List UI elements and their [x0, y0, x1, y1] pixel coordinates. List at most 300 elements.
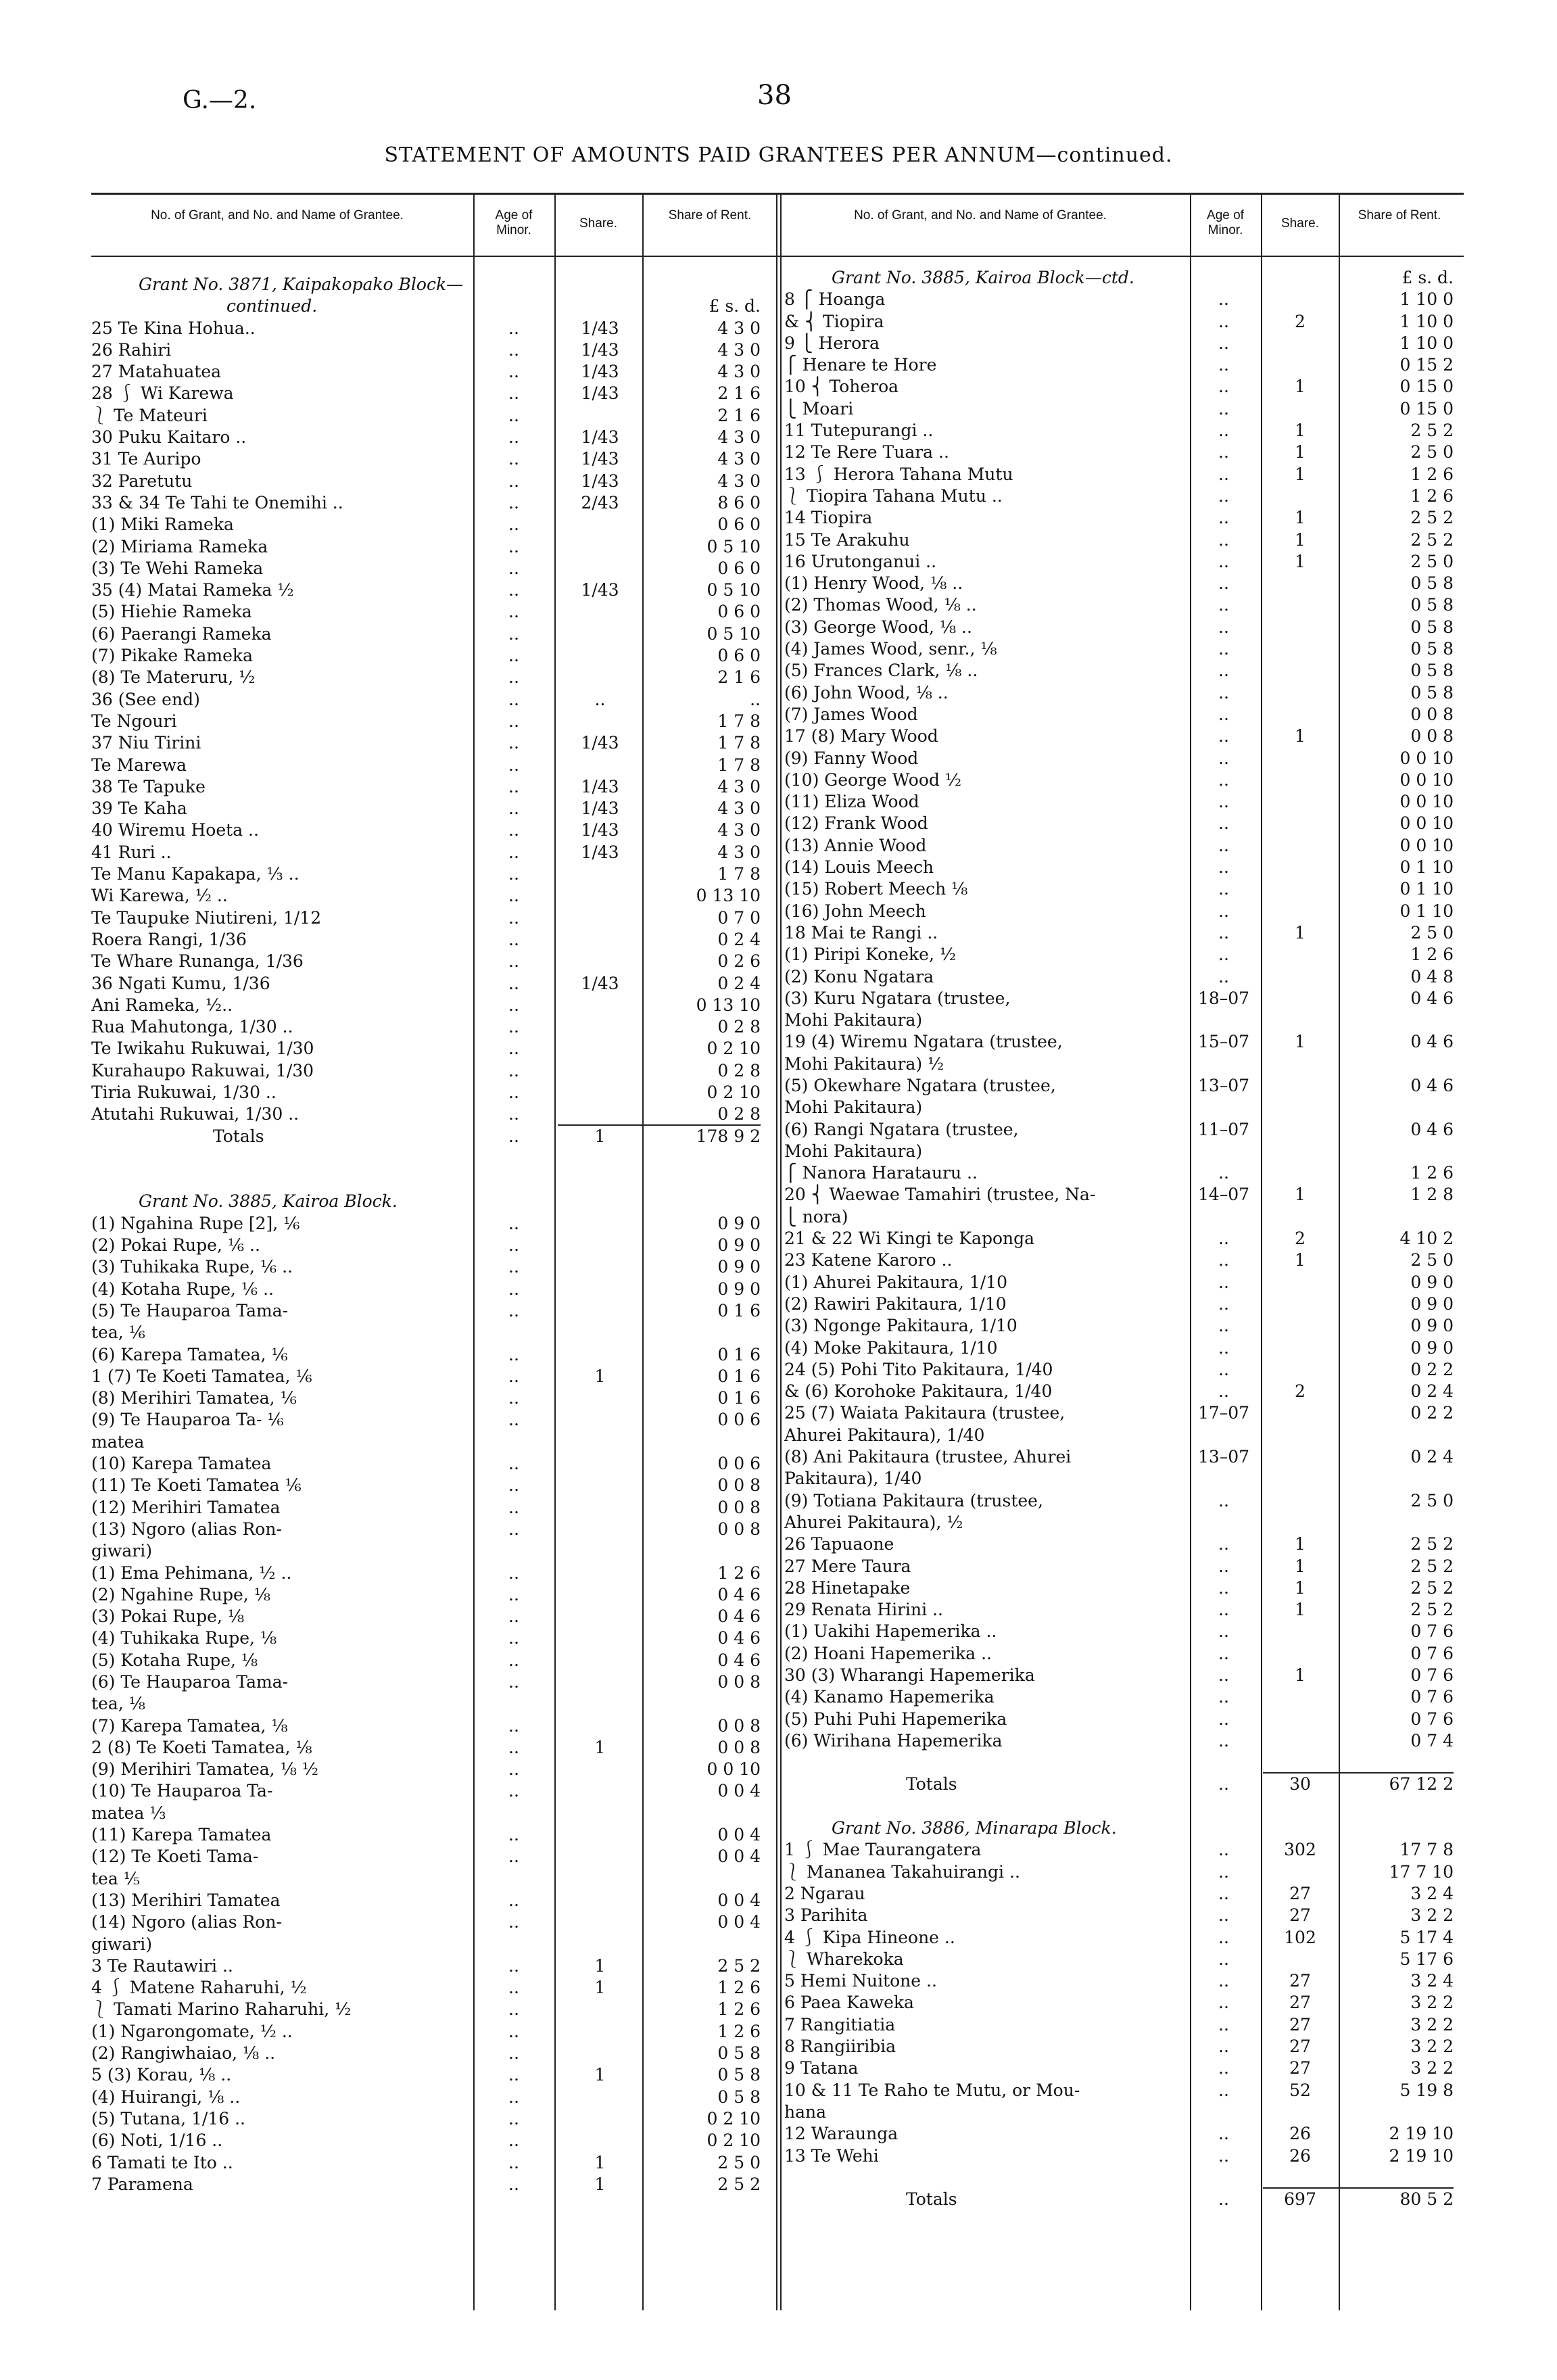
- grantee-name: 2 Ngarau: [784, 1883, 865, 1903]
- table-row: [784, 1752, 1464, 1774]
- minor-age: ..: [508, 733, 519, 753]
- grantee-name: 2 (8) Te Koeti Tamatea, ⅛: [91, 1737, 312, 1757]
- rent-value: 0 7 0: [717, 907, 761, 928]
- rent-value: 0 5 10: [706, 623, 761, 644]
- table-row: [91, 579, 774, 601]
- minor-age: ..: [1218, 311, 1229, 331]
- grantee-name: (1) Henry Wood, ⅛ ..: [784, 573, 963, 594]
- minor-age: ..: [1218, 1272, 1229, 1292]
- table-row: [91, 1475, 774, 1496]
- minor-age: ..: [508, 339, 519, 360]
- table-row: [784, 1141, 1464, 1162]
- grantee-name: giwari): [91, 1541, 153, 1561]
- grantee-name: (9) Fanny Wood: [784, 748, 919, 768]
- rent-value: 0 9 0: [717, 1213, 761, 1233]
- left-header-age: Age of Minor.: [495, 208, 533, 237]
- table-row: [91, 1453, 774, 1475]
- rent-value: 0 15 2: [1399, 355, 1454, 375]
- table-row: [91, 819, 774, 841]
- rent-value: 0 9 0: [717, 1257, 761, 1277]
- minor-age: ..: [508, 1235, 519, 1256]
- table-row: [91, 1256, 774, 1278]
- table-row: [784, 1490, 1464, 1512]
- share-value: 1: [1295, 1250, 1306, 1270]
- left-header-share: Share.: [579, 216, 617, 231]
- minor-age: ..: [508, 1737, 519, 1757]
- share-value: 1: [1295, 1534, 1306, 1554]
- minor-age: ..: [508, 776, 519, 796]
- grantee-name: (13) Annie Wood: [784, 835, 927, 855]
- minor-age: ..: [508, 362, 519, 382]
- left-header-name: No. of Grant, and No. and Name of Grantee.: [151, 208, 404, 222]
- table-row: [91, 601, 774, 623]
- grantee-name: (2) Pokai Rupe, ⅙ ..: [91, 1235, 260, 1256]
- grantee-name: Te Iwikahu Rukuwai, 1/30: [91, 1039, 314, 1059]
- minor-age: ..: [1218, 922, 1229, 943]
- rent-value: 5 19 8: [1399, 2080, 1454, 2100]
- grantee-name: (5) Tutana, 1/16 ..: [91, 2108, 245, 2128]
- minor-age: ..: [508, 1999, 519, 2020]
- minor-age: ..: [508, 2174, 519, 2194]
- minor-age: ..: [508, 755, 519, 775]
- table-row: [91, 711, 774, 732]
- grantee-name: (14) Ngoro (alias Ron-: [91, 1912, 282, 1932]
- table-row: [784, 442, 1464, 463]
- page-ref: G.—2.: [183, 87, 257, 114]
- rent-value: 0 6 0: [717, 515, 761, 535]
- share-value: 1/43: [581, 449, 619, 469]
- rent-value: 0 5 8: [1410, 639, 1454, 659]
- share-value: 52: [1289, 2080, 1311, 2100]
- rent-value: 3 2 2: [1410, 2014, 1454, 2034]
- grantee-name: continued.: [226, 296, 318, 316]
- rent-value: £ s. d.: [709, 296, 761, 316]
- rent-value: 0 9 0: [1410, 1337, 1454, 1358]
- rent-value: 0 0 8: [717, 1475, 761, 1496]
- grantee-name: (10) George Wood ½: [784, 769, 962, 790]
- rent-value: 0 2 10: [706, 2108, 761, 2128]
- share-value: 27: [1289, 2037, 1311, 2057]
- table-row: [784, 1686, 1464, 1708]
- table-row: [784, 1970, 1464, 1992]
- grantee-name: (9) Te Hauparoa Ta- ⅙: [91, 1410, 284, 1430]
- share-value: 30: [1289, 1774, 1311, 1794]
- table-row: [784, 857, 1464, 878]
- rent-value: 1 2 6: [1410, 945, 1454, 965]
- rent-value: 4 3 0: [717, 339, 761, 360]
- grantee-name: (5) Frances Clark, ⅛ ..: [784, 661, 978, 681]
- table-row: [784, 1250, 1464, 1271]
- rent-value: 0 13 10: [696, 886, 761, 906]
- rent-value: 0 2 8: [717, 1104, 761, 1124]
- grantee-name: 3 Parihita: [784, 1905, 868, 1926]
- share-value: 1: [1295, 551, 1306, 571]
- rent-value: 2 5 2: [1410, 1534, 1454, 1554]
- minor-age: ..: [508, 1060, 519, 1080]
- grantee-name: 26 Rahiri: [91, 339, 172, 360]
- share-value: 1/43: [581, 820, 619, 840]
- grantee-name: 3 Te Rautawiri ..: [91, 1955, 233, 1976]
- share-value: 27: [1289, 2058, 1311, 2078]
- grantee-name: 25 (7) Waiata Pakitaura (trustee,: [784, 1403, 1065, 1423]
- grantee-name: Ahurei Pakitaura), ½: [784, 1512, 963, 1532]
- rent-value: 2 1 6: [717, 667, 761, 688]
- table-row: [91, 863, 774, 885]
- table-row: [91, 492, 774, 514]
- grantee-name: (6) Noti, 1/16 ..: [91, 2131, 223, 2151]
- minor-age: ..: [508, 1825, 519, 1845]
- minor-age: ..: [508, 2152, 519, 2172]
- minor-age: ..: [1218, 595, 1229, 615]
- rent-value: ..: [750, 689, 761, 709]
- grantee-name: (3) Kuru Ngatara (trustee,: [784, 988, 1011, 1008]
- grantee-name: (9) Totiana Pakitaura (trustee,: [784, 1490, 1043, 1510]
- table-row: [784, 2057, 1464, 2079]
- table-row: [784, 1293, 1464, 1315]
- rent-value: 2 19 10: [1389, 2145, 1454, 2166]
- table-row: [91, 274, 774, 295]
- table-row: [91, 1890, 774, 1911]
- minor-age: ..: [508, 907, 519, 928]
- table-row: [91, 405, 774, 427]
- rent-value: 0 0 10: [1399, 748, 1454, 768]
- minor-age: ..: [1218, 529, 1229, 550]
- grantee-name: 16 Urutonganui ..: [784, 551, 937, 571]
- table-row: [91, 1431, 774, 1453]
- grantee-name: (7) Karepa Tamatea, ⅛: [91, 1715, 288, 1736]
- minor-age: 13–07: [1197, 1075, 1250, 1095]
- table-row: [784, 988, 1464, 1009]
- share-value: 27: [1289, 1883, 1311, 1903]
- minor-age: ..: [508, 1082, 519, 1102]
- table-row: [784, 1861, 1464, 1883]
- minor-age: ..: [1218, 1534, 1229, 1554]
- minor-age: ..: [508, 2087, 519, 2107]
- table-row: [784, 1949, 1464, 1970]
- rent-value: 2 5 0: [1410, 442, 1454, 462]
- minor-age: ..: [508, 2131, 519, 2151]
- minor-age: ..: [1218, 508, 1229, 528]
- grantee-name: Te Whare Runanga, 1/36: [91, 951, 304, 972]
- table-row: [91, 1846, 774, 1867]
- rent-value: 0 1 10: [1399, 857, 1454, 878]
- minor-age: ..: [1218, 966, 1229, 986]
- table-row: [91, 1671, 774, 1693]
- share-value: 1/43: [581, 318, 619, 338]
- table-row: [91, 1911, 774, 1933]
- rent-value: 0 0 8: [717, 1497, 761, 1517]
- minor-age: ..: [508, 995, 519, 1015]
- table-row: [784, 485, 1464, 507]
- totals-rule: [1263, 2187, 1454, 2189]
- table-row: [91, 2021, 774, 2043]
- grantee-name: Grant No. 3871, Kaipakopako Block—: [139, 275, 464, 294]
- grantee-name: 13 Te Wehi: [784, 2145, 879, 2166]
- rent-value: 0 0 6: [717, 1410, 761, 1430]
- minor-age: ..: [508, 1213, 519, 1233]
- minor-age: 11–07: [1197, 1119, 1250, 1139]
- grantee-name: tea, ⅛: [91, 1694, 145, 1714]
- minor-age: ..: [508, 1039, 519, 1059]
- grantee-name: (1) Ngahina Rupe [2], ⅙: [91, 1213, 300, 1233]
- rent-value: 3 2 2: [1410, 1993, 1454, 2013]
- grantee-name: 18 Mai te Rangi ..: [784, 922, 938, 943]
- grantee-name: tea ⅕: [91, 1868, 140, 1888]
- rent-value: 2 5 0: [1410, 1490, 1454, 1510]
- minor-age: ..: [508, 842, 519, 862]
- minor-age: ..: [1218, 1971, 1229, 1991]
- table-row: [91, 1519, 774, 1540]
- rent-value: 0 4 6: [1410, 1032, 1454, 1052]
- rent-value: 2 5 2: [717, 1955, 761, 1976]
- share-value: 1/43: [581, 471, 619, 491]
- grantee-name: (2) Thomas Wood, ⅛ ..: [784, 595, 977, 615]
- table-row: [784, 1031, 1464, 1053]
- rent-value: 67 12 2: [1389, 1774, 1454, 1794]
- minor-age: ..: [508, 1104, 519, 1124]
- share-value: 1: [594, 1978, 606, 1998]
- rent-value: 0 1 6: [717, 1366, 761, 1386]
- grantee-name: 36 Ngati Kumu, 1/36: [91, 973, 270, 993]
- table-row: [784, 1402, 1464, 1424]
- rent-value: 0 2 10: [706, 1039, 761, 1059]
- grantee-name: (3) Te Wehi Rameka: [91, 558, 264, 578]
- table-row: [91, 1737, 774, 1759]
- right-header-rent: Share of Rent.: [1358, 208, 1441, 222]
- share-value: 1/43: [581, 776, 619, 796]
- table-row: [91, 1126, 774, 1147]
- rent-value: 0 0 10: [1399, 769, 1454, 790]
- table-row: [91, 383, 774, 404]
- rent-value: 3 2 2: [1410, 2058, 1454, 2078]
- rent-value: 0 1 6: [717, 1344, 761, 1364]
- table-row: [784, 1446, 1464, 1468]
- rent-value: 2 5 2: [1410, 529, 1454, 550]
- minor-age: ..: [1218, 355, 1229, 375]
- table-row: [91, 295, 774, 317]
- table-row: [784, 1425, 1464, 1446]
- grantee-name: 13 ⎰ Herora Tahana Mutu: [784, 464, 1013, 484]
- grantee-name: (4) Tuhikaka Rupe, ⅛: [91, 1628, 277, 1648]
- minor-age: ..: [508, 2043, 519, 2064]
- rent-value: 2 5 0: [717, 2152, 761, 2172]
- grantee-name: (6) Wirihana Hapemerika: [784, 1730, 1003, 1751]
- minor-age: ..: [1218, 442, 1229, 462]
- rent-value: 4 3 0: [717, 776, 761, 796]
- table-row: [784, 1774, 1464, 1795]
- grantee-name: 30 Puku Kaitaro ..: [91, 427, 247, 448]
- grantee-name: 29 Renata Hirini ..: [784, 1600, 943, 1620]
- table-row: [91, 1322, 774, 1343]
- grantee-name: (1) Miki Rameka: [91, 515, 234, 535]
- share-value: 26: [1289, 2124, 1311, 2144]
- minor-age: ..: [508, 1563, 519, 1583]
- grantee-name: 11 Tutepurangi ..: [784, 421, 934, 441]
- table-row: [91, 885, 774, 907]
- table-row: [784, 420, 1464, 442]
- share-value: 1: [594, 2065, 606, 2085]
- grantee-name: 19 (4) Wiremu Ngatara (trustee,: [784, 1032, 1063, 1052]
- rent-value: 2 5 2: [717, 2174, 761, 2194]
- grantee-name: (9) Merihiri Tamatea, ⅛ ½: [91, 1759, 318, 1780]
- rent-value: 178 9 2: [696, 1126, 761, 1146]
- rent-value: 2 19 10: [1389, 2124, 1454, 2144]
- minor-age: ..: [1218, 792, 1229, 812]
- grantee-name: 1 (7) Te Koeti Tamatea, ⅙: [91, 1366, 312, 1386]
- minor-age: ..: [508, 929, 519, 949]
- table-row: [91, 536, 774, 558]
- grantee-name: Mohi Pakitaura): [784, 1097, 923, 1118]
- minor-age: ..: [1218, 1337, 1229, 1358]
- grantee-name: matea: [91, 1431, 145, 1452]
- grantee-name: (5) Okewhare Ngatara (trustee,: [784, 1075, 1056, 1095]
- rent-value: 0 5 8: [717, 2087, 761, 2107]
- grantee-name: 27 Mere Taura: [784, 1556, 911, 1576]
- minor-age: ..: [508, 820, 519, 840]
- table-row: [91, 995, 774, 1016]
- grantee-name: 9 Tatana: [784, 2058, 859, 2078]
- rent-value: 17 7 8: [1399, 1840, 1454, 1860]
- rent-value: 4 10 2: [1399, 1229, 1454, 1249]
- share-value: 1/43: [581, 842, 619, 862]
- rent-value: 2 5 2: [1410, 421, 1454, 441]
- grantee-name: (4) James Wood, senr., ⅛: [784, 639, 997, 659]
- minor-age: ..: [1218, 726, 1229, 746]
- grantee-name: (4) Kotaha Rupe, ⅙ ..: [91, 1279, 274, 1299]
- table-row: [91, 951, 774, 972]
- page-number: 38: [757, 80, 792, 111]
- table-row: [91, 1169, 774, 1191]
- share-value: 1: [1295, 464, 1306, 484]
- table-row: [91, 1563, 774, 1584]
- table-row: [91, 1235, 774, 1256]
- rent-value: 0 2 2: [1410, 1359, 1454, 1379]
- table-row: [784, 813, 1464, 834]
- grantee-name: (7) James Wood: [784, 704, 918, 724]
- left-table: [91, 274, 774, 2195]
- rent-value: 0 15 0: [1399, 398, 1454, 419]
- table-row: [91, 732, 774, 754]
- table-row: [784, 464, 1464, 485]
- table-row: [784, 1075, 1464, 1097]
- minor-age: ..: [1218, 1359, 1229, 1379]
- grantee-name: (11) Karepa Tamatea: [91, 1825, 272, 1845]
- minor-age: ..: [508, 1978, 519, 1998]
- minor-age: ..: [508, 602, 519, 622]
- table-row: [784, 1817, 1464, 1839]
- table-row: [91, 623, 774, 645]
- minor-age: ..: [1218, 1774, 1229, 1794]
- grantee-name: 39 Te Kaha: [91, 799, 187, 819]
- grantee-name: (2) Ngahine Rupe, ⅛: [91, 1584, 270, 1604]
- table-row: [91, 798, 774, 819]
- rent-value: 1 2 6: [717, 2021, 761, 2041]
- rent-value: 0 0 4: [717, 1912, 761, 1932]
- grantee-name: (1) Ahurei Pakitaura, 1/10: [784, 1272, 1007, 1292]
- table-row: [91, 318, 774, 339]
- minor-age: ..: [1218, 1927, 1229, 1947]
- share-value: 1/43: [581, 799, 619, 819]
- grantee-name: (12) Te Koeti Tama-: [91, 1847, 259, 1867]
- grantee-name: 6 Tamati te Ito ..: [91, 2152, 233, 2172]
- minor-age: ..: [508, 1606, 519, 1627]
- minor-age: 13–07: [1197, 1447, 1250, 1467]
- minor-age: ..: [508, 1300, 519, 1320]
- rent-value: 2 5 2: [1410, 1577, 1454, 1598]
- table-row: [91, 1693, 774, 1715]
- grantee-name: Kurahaupo Rakuwai, 1/30: [91, 1060, 314, 1080]
- grantee-name: 4 ⎰ Kipa Hineone ..: [784, 1927, 955, 1947]
- right-header-share: Share.: [1281, 216, 1319, 231]
- grantee-name: 21 & 22 Wi Kingi te Kaponga: [784, 1229, 1035, 1249]
- share-value: 1: [1295, 1032, 1306, 1052]
- minor-age: ..: [508, 1017, 519, 1037]
- grantee-name: 40 Wiremu Hoeta ..: [91, 820, 259, 840]
- minor-age: ..: [508, 886, 519, 906]
- minor-age: ..: [508, 515, 519, 535]
- share-value: 1: [594, 2152, 606, 2172]
- rent-value: 4 3 0: [717, 318, 761, 338]
- rent-value: 0 1 10: [1399, 901, 1454, 921]
- grantee-name: Rua Mahutonga, 1/30 ..: [91, 1017, 293, 1037]
- grantee-name: (6) Karepa Tamatea, ⅙: [91, 1344, 288, 1364]
- minor-age: ..: [1218, 1621, 1229, 1642]
- minor-age: ..: [1218, 617, 1229, 637]
- table-row: [784, 1839, 1464, 1861]
- rent-value: 0 2 4: [717, 929, 761, 949]
- minor-age: ..: [1218, 1643, 1229, 1663]
- table-row: [91, 1344, 774, 1366]
- table-row: [784, 1905, 1464, 1926]
- grantee-name: 28 Hinetapake: [784, 1577, 911, 1598]
- table-row: [784, 1599, 1464, 1621]
- table-row: [784, 748, 1464, 769]
- minor-age: ..: [1218, 2124, 1229, 2144]
- rent-value: 2 5 2: [1410, 508, 1454, 528]
- table-row: [784, 2014, 1464, 2036]
- table-row: [784, 791, 1464, 813]
- minor-age: ..: [508, 689, 519, 709]
- table-row: [784, 1883, 1464, 1905]
- minor-age: ..: [1218, 1293, 1229, 1314]
- grantee-name: Grant No. 3885, Kairoa Block.: [139, 1191, 398, 1212]
- minor-age: ..: [508, 405, 519, 425]
- grantee-name: (7) Pikake Rameka: [91, 646, 253, 666]
- rent-value: 1 2 6: [717, 1978, 761, 1998]
- rent-value: 0 9 0: [1410, 1272, 1454, 1292]
- table-row: [784, 1009, 1464, 1031]
- grantee-name: giwari): [91, 1934, 153, 1954]
- minor-age: ..: [1218, 1250, 1229, 1270]
- share-value: 1/43: [581, 580, 619, 600]
- grantee-name: Tiria Rukuwai, 1/30 ..: [91, 1082, 277, 1102]
- rent-value: 0 2 8: [717, 1060, 761, 1080]
- minor-age: ..: [508, 864, 519, 884]
- table-row: [91, 645, 774, 667]
- minor-age: ..: [508, 1519, 519, 1539]
- minor-age: 15–07: [1197, 1032, 1250, 1052]
- left-header-rent: Share of Rent.: [668, 208, 752, 222]
- grantee-name: 33 & 34 Te Tahi te Onemihi ..: [91, 492, 343, 513]
- grantee-name: 25 Te Kina Hohua..: [91, 318, 256, 338]
- share-value: 26: [1289, 2145, 1311, 2166]
- rent-value: 4 3 0: [717, 449, 761, 469]
- rent-value: 0 15 0: [1399, 377, 1454, 397]
- table-row: [91, 2130, 774, 2151]
- table-row: [91, 1103, 774, 1125]
- rent-value: 2 5 0: [1410, 922, 1454, 943]
- table-row: [784, 2080, 1464, 2101]
